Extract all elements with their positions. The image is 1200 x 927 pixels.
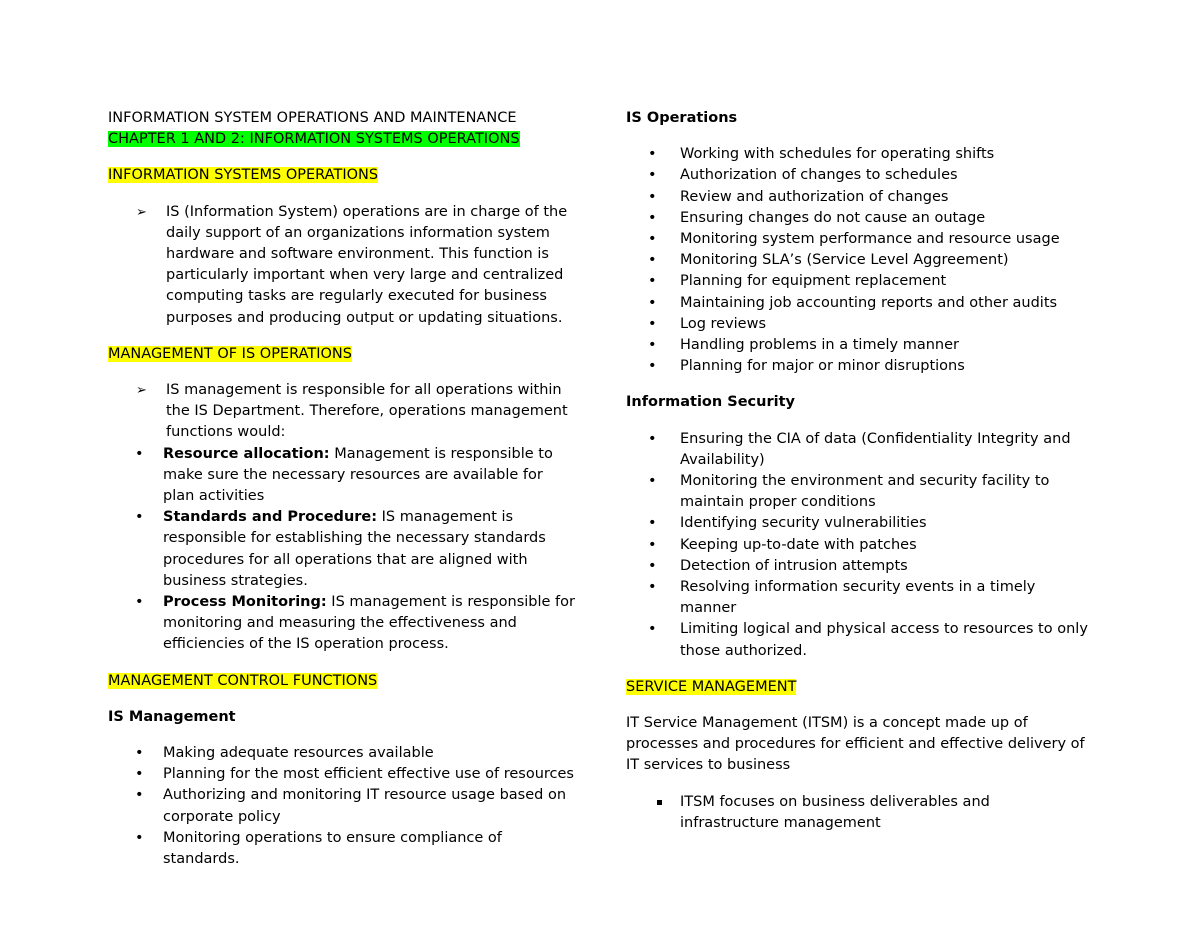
list-item: • Limiting logical and physical access to resources to only those authorized. [648, 621, 1088, 659]
bullet-icon: • [135, 766, 144, 783]
list-item: ITSM focuses on business deliverables and infrastructure management [626, 792, 1088, 834]
subheading-information-security: Information Security [626, 394, 795, 411]
bullet-icon: • [135, 594, 144, 611]
list-item: • Planning for major or minor disruptions [626, 356, 1088, 377]
bullet-icon: • [648, 473, 657, 490]
bullet-icon: • [648, 252, 657, 269]
service-management-paragraph: IT Service Management (ITSM) is a concept made up of processes and procedures for efficient and effective delivery of IT services to business [626, 715, 1085, 774]
information-security-list [626, 429, 1088, 662]
bullet-icon: • [648, 430, 657, 447]
bullet-icon: • [135, 445, 144, 462]
service-management-list [626, 792, 1088, 834]
right-column [626, 108, 1088, 834]
bullet-icon: • [648, 621, 657, 638]
list-item: • Working with schedules for operating shifts [626, 144, 1088, 165]
list-item: • Authorizing and monitoring IT resource usage based on corporate policy [135, 787, 567, 825]
bullet-icon: • [648, 557, 657, 574]
list-item: • Log reviews [626, 314, 1088, 335]
list-item: • Identifying security vulnerabilities [626, 513, 1088, 534]
bullet-icon: • [648, 515, 657, 532]
bullet-icon: • [648, 579, 657, 596]
bullet-icon: • [135, 745, 144, 762]
bullet-icon: • [648, 358, 657, 375]
bullet-icon: • [648, 188, 657, 205]
arrow-bullet-icon: ➢ [136, 383, 147, 399]
list-item: • Monitoring operations to ensure compliance of standards. [135, 829, 502, 868]
list-item: • Maintaining job accounting reports and other audits [626, 293, 1088, 314]
list-item: • Resolving information security events in a timely manner [648, 579, 1036, 617]
list-item: • Monitoring system performance and resource usage [626, 229, 1088, 250]
bullet-icon: • [648, 337, 657, 354]
square-bullet-icon [657, 800, 662, 805]
chapter-title: CHAPTER 1 AND 2: INFORMATION SYSTEMS OPERATIONS [108, 131, 520, 148]
section-heading-is-operations: INFORMATION SYSTEMS OPERATIONS [108, 167, 379, 184]
list-item: • Standards and Procedure: IS management is responsible for establishing the necessary standards procedures for all operations that are aligned with business strategies. [135, 509, 546, 589]
list-item: • Planning for the most efficient effective use of resources [108, 764, 578, 785]
list-item: ➢ IS management is responsible for all operations within the IS Department. Therefore, operations management functions would: [136, 382, 568, 441]
list-item: • Planning for equipment replacement [626, 271, 1088, 292]
subheading-is-operations: IS Operations [626, 110, 738, 126]
list-item: • Making adequate resources available [108, 743, 578, 764]
list-item: • Monitoring the environment and security facility to maintain proper conditions [648, 473, 1050, 511]
list-item: • Handling problems in a timely manner [626, 335, 1088, 356]
list-item: • Ensuring the CIA of data (Confidentiality Integrity and Availability) [648, 430, 1071, 468]
bullet-icon: • [648, 294, 657, 311]
list-item: • Review and authorization of changes [626, 187, 1088, 208]
section-heading-management-control-functions: MANAGEMENT CONTROL FUNCTIONS [108, 672, 378, 689]
is-operations-list [108, 202, 578, 329]
bullet-icon: • [648, 167, 657, 184]
list-item: • Ensuring changes do not cause an outage [626, 208, 1088, 229]
is-operations-duties-list [626, 144, 1088, 377]
list-item: • Authorization of changes to schedules [626, 165, 1088, 186]
arrow-bullet-icon: ➢ [136, 204, 147, 220]
list-item: • Monitoring SLA’s (Service Level Aggreement) [626, 250, 1088, 271]
bullet-icon: • [135, 829, 144, 846]
list-item: ➢ IS (Information System) operations are in charge of the daily support of an organizations information system hardware and software environment. This function is particularly important when very large and centralized computing tasks are regularly executed for business purposes and producing output or updating situations. [136, 203, 568, 326]
bullet-icon: • [648, 536, 657, 553]
section-heading-service-management: SERVICE MANAGEMENT [626, 678, 797, 695]
bullet-icon: • [135, 787, 144, 804]
section-heading-management-of-is-operations: MANAGEMENT OF IS OPERATIONS [108, 345, 352, 362]
document-title: INFORMATION SYSTEM OPERATIONS AND MAINTENANCE [108, 110, 517, 126]
is-management-list [108, 743, 578, 870]
list-item: • Resource allocation: Management is responsible to make sure the necessary resources are available for plan activities [135, 445, 553, 505]
list-item: • Keeping up-to-date with patches [626, 535, 1088, 556]
bullet-icon: • [648, 146, 657, 163]
left-column [108, 108, 578, 870]
bullet-icon: • [648, 209, 657, 226]
list-item: • Process Monitoring: IS management is responsible for monitoring and measuring the effectiveness and efficiencies of the IS operation process. [135, 594, 575, 653]
bullet-icon: • [135, 509, 144, 526]
bullet-icon: • [648, 231, 657, 248]
bullet-icon: • [648, 273, 657, 290]
subheading-is-management: IS Management [108, 708, 236, 725]
management-list [108, 380, 578, 656]
bullet-icon: • [648, 315, 657, 332]
list-item: • Detection of intrusion attempts [626, 556, 1088, 577]
